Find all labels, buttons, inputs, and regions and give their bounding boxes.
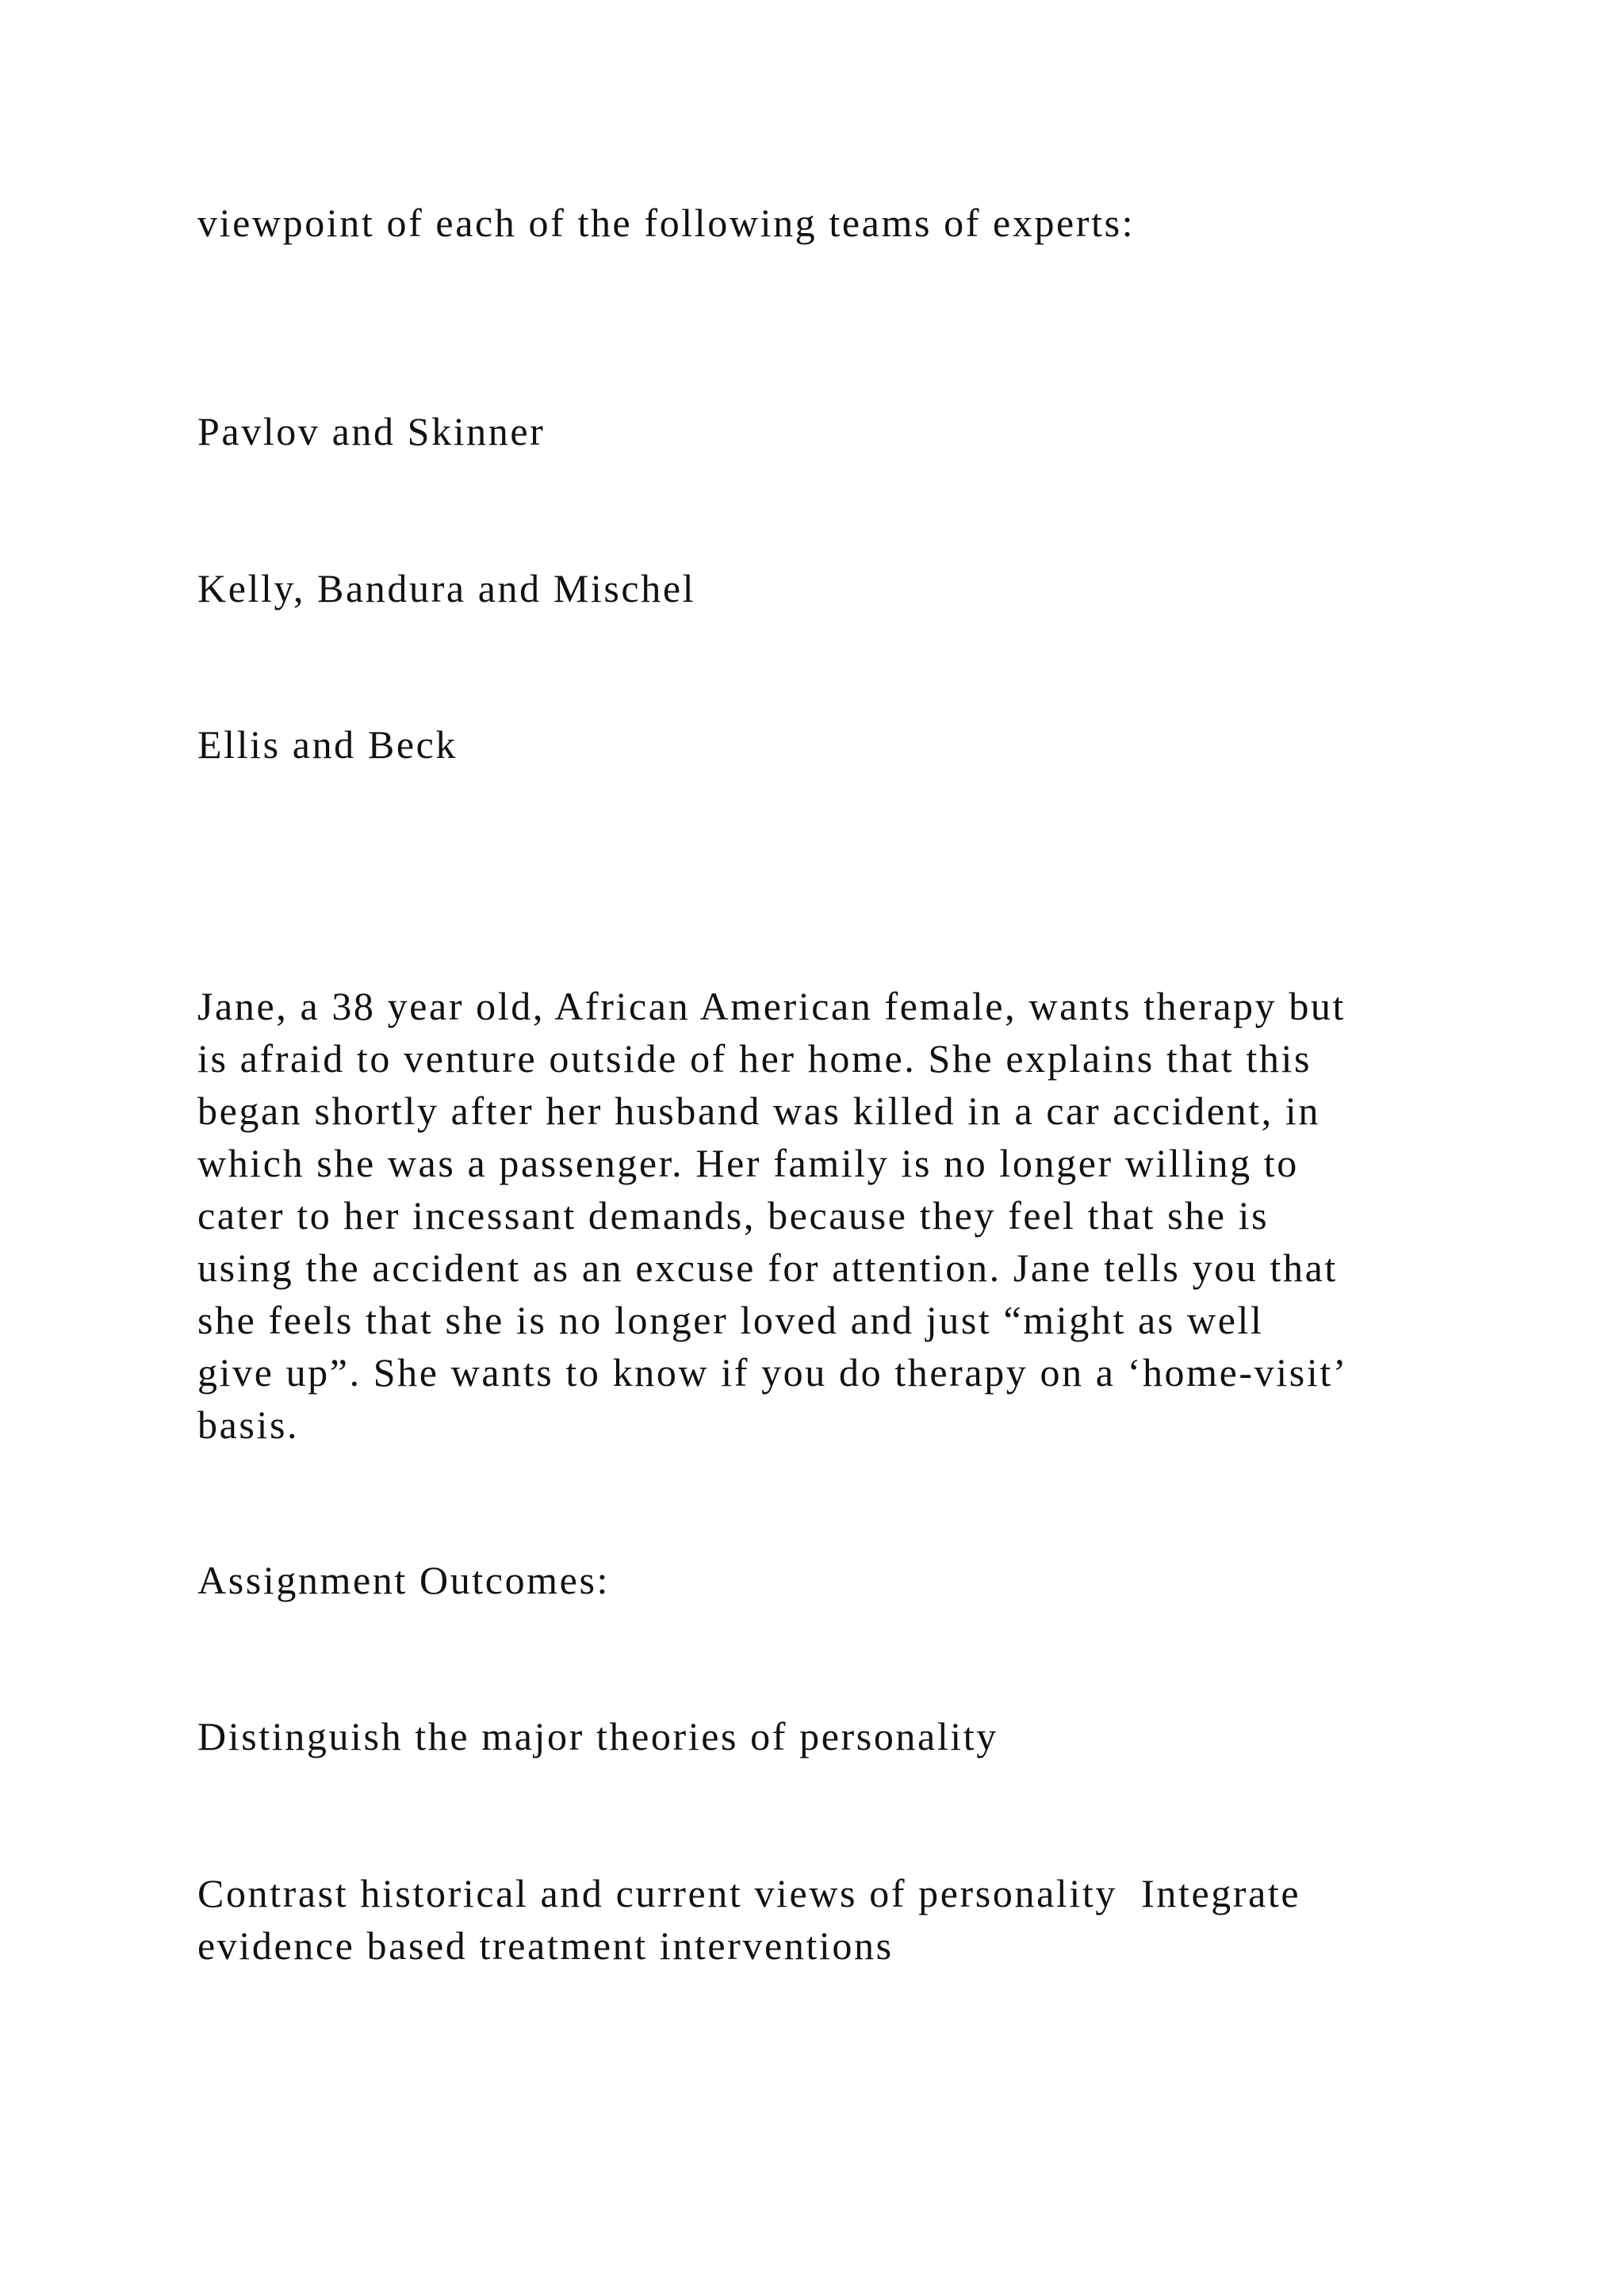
expert-team-item: Ellis and Beck [197, 722, 458, 767]
case-paragraph-line: give up”. She wants to know if you do therapy on a ‘home-visit’ [197, 1350, 1349, 1395]
case-paragraph-line: she feels that she is no longer loved and just “might as well [197, 1298, 1264, 1342]
case-paragraph-line: Jane, a 38 year old, African American female, wants therapy but [197, 984, 1346, 1028]
case-paragraph-line: basis. [197, 1402, 300, 1447]
case-paragraph-line: is afraid to venture outside of her home. She explains that this [197, 1036, 1312, 1081]
expert-team-item: Pavlov and Skinner [197, 409, 546, 453]
expert-team-item: Kelly, Bandura and Mischel [197, 566, 696, 610]
outcomes-heading: Assignment Outcomes: [197, 1558, 611, 1602]
intro-line: viewpoint of each of the following teams of experts: [197, 201, 1136, 245]
outcome-item: Distinguish the major theories of personality [197, 1714, 998, 1758]
outcome-item-line: Contrast historical and current views of personality Integrate [197, 1871, 1301, 1915]
case-paragraph-line: cater to her incessant demands, because they feel that she is [197, 1193, 1270, 1238]
case-paragraph-line: began shortly after her husband was killed in a car accident, in [197, 1089, 1320, 1133]
case-paragraph-line: using the accident as an excuse for attention. Jane tells you that [197, 1246, 1338, 1290]
outcome-item-line: evidence based treatment interventions [197, 1923, 894, 1968]
case-paragraph-line: which she was a passenger. Her family is no longer willing to [197, 1141, 1299, 1185]
